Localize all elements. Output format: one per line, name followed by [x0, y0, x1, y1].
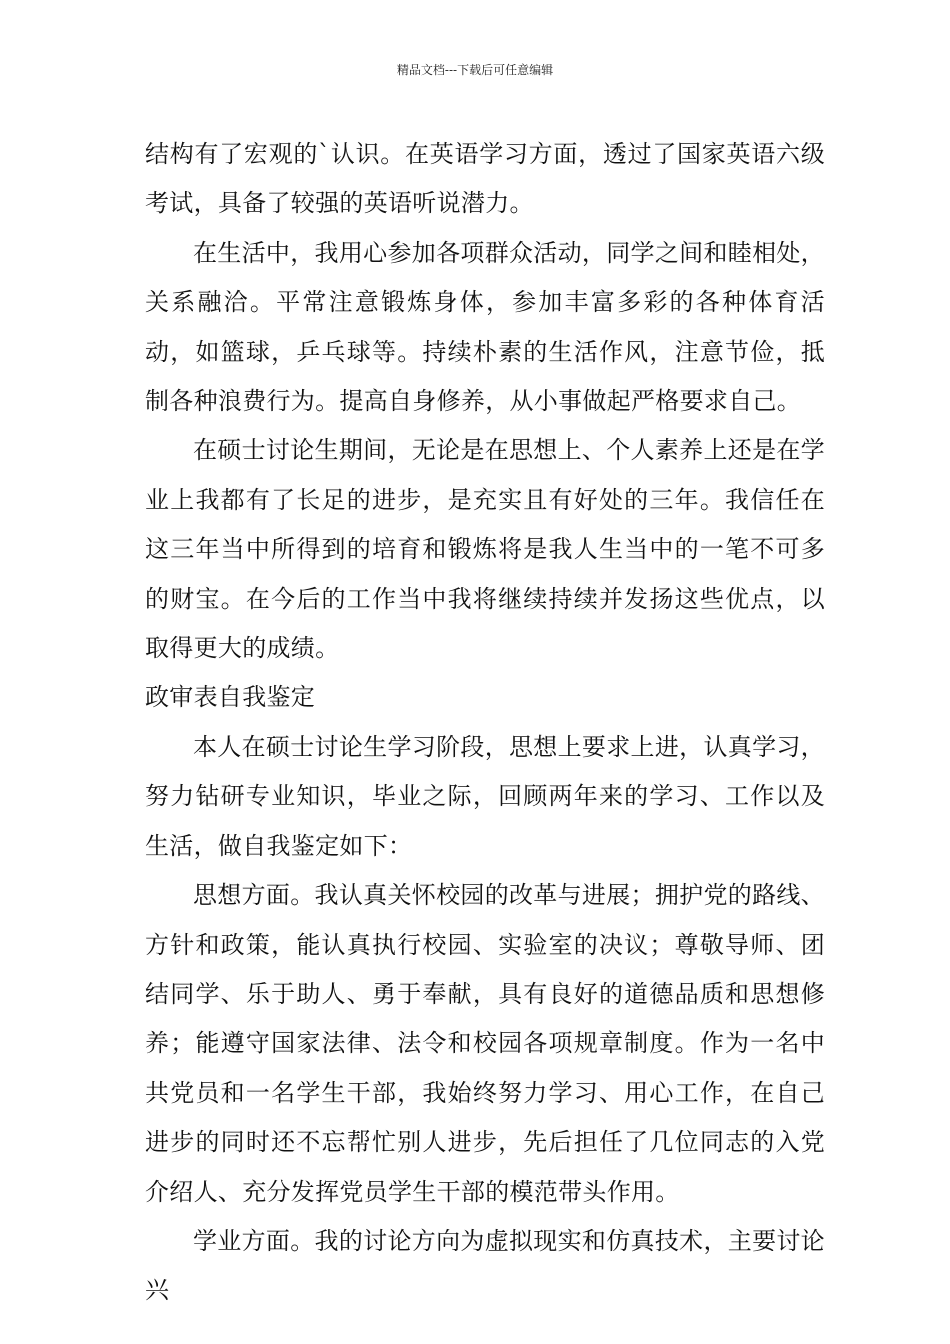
paragraph-english-study: 结构有了宏观的`认识。在英语学习方面，透过了国家英语六级考试，具备了较强的英语听说潜力。: [145, 140, 825, 218]
page-header: 精品文档---下载后可任意编辑: [396, 63, 554, 77]
paragraph-ideology: 思想方面。我认真关怀校园的改革与进展；拥护党的路线、方针和政策，能认真执行校园、实验室的决议；尊敬导师、团结同学、乐于助人、勇于奉献，具有良好的道德品质和思想修养；能遵守国家法律、法令和校园各项规章制度。作为一名中共党员和一名学生干部，我始终努力学习、用心工作，在自己进步的同时还不忘帮忙别人进步，先后担任了几位同志的入党介绍人、充分发挥党员学生干部的模范带头作用。: [145, 881, 825, 1206]
paragraph-masters-period: 在硕士讨论生期间，无论是在思想上、个人素养上还是在学业上我都有了长足的进步，是充实且有好处的三年。我信任在这三年当中所得到的培育和锻炼将是我人生当中的一笔不可多的财宝。在今后的工作当中我将继续持续并发扬这些优点，以取得更大的成绩。: [145, 436, 825, 663]
paragraph-daily-life: 在生活中，我用心参加各项群众活动，同学之间和睦相处，关系融洽。平常注意锻炼身体，参加丰富多彩的各种体育活动，如篮球，乒乓球等。持续朴素的生活作风，注意节俭，抵制各种浪费行为。提高自身修养，从小事做起严格要求自己。: [145, 238, 825, 416]
paragraph-introduction: 本人在硕士讨论生学习阶段，思想上要求上进，认真学习，努力钻研专业知识，毕业之际，回顾两年来的学习、工作以及生活，做自我鉴定如下：: [145, 732, 825, 860]
document-body: [145, 130, 825, 1316]
section-title: 政审表自我鉴定: [145, 683, 316, 712]
paragraph-academics: 学业方面。我的讨论方向为虚拟现实和仿真技术，主要讨论兴: [145, 1226, 825, 1305]
